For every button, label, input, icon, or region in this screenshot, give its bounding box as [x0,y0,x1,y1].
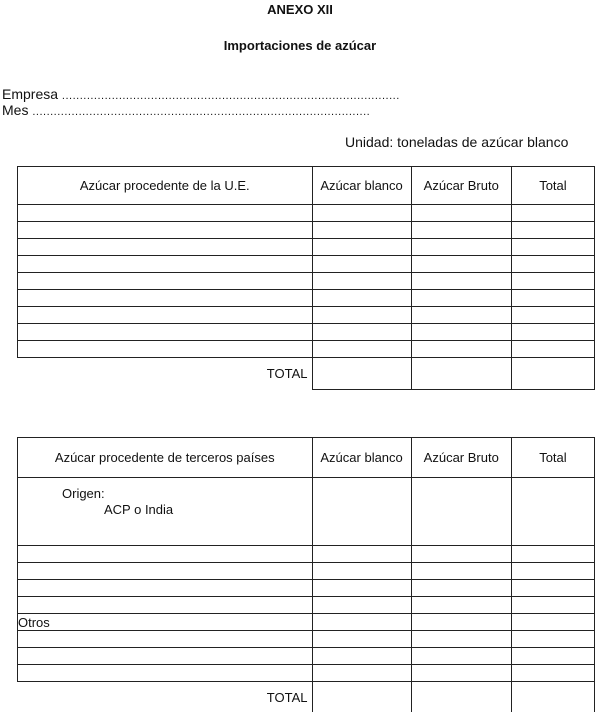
empresa-label: Empresa [2,86,59,102]
eu-sugar-table [17,166,595,390]
origin-cell[interactable] [18,478,313,546]
table-cell[interactable] [411,239,511,256]
table-cell[interactable] [312,665,411,682]
table-cell[interactable] [411,205,511,222]
total-cell[interactable] [411,682,511,712]
table-row [18,580,595,597]
table-cell[interactable] [411,222,511,239]
table-cell[interactable] [411,307,511,324]
annex-number: ANEXO XII [267,2,333,17]
table-cell[interactable] [312,597,411,614]
table-cell[interactable] [18,648,313,665]
table-cell[interactable] [511,665,594,682]
table-cell[interactable] [411,563,511,580]
table-cell[interactable] [411,648,511,665]
table-cell[interactable] [411,478,511,546]
table-cell[interactable] [18,307,313,324]
table-cell[interactable] [18,205,313,222]
table-cell[interactable] [312,205,411,222]
table-row [18,222,595,239]
table-row [18,648,595,665]
table-cell[interactable] [18,324,313,341]
table-cell[interactable] [511,273,594,290]
table-cell[interactable] [511,546,594,563]
table-cell[interactable] [18,580,313,597]
header-raw-sugar: Azúcar Bruto [411,438,511,478]
table-cell[interactable] [312,563,411,580]
table-cell[interactable] [411,256,511,273]
table-header-row [18,438,595,478]
table-row [18,273,595,290]
table-cell[interactable] [18,273,313,290]
total-label: TOTAL [18,682,313,712]
table-cell[interactable] [312,648,411,665]
table-cell[interactable] [18,665,313,682]
table-cell[interactable] [18,563,313,580]
table-cell[interactable] [411,546,511,563]
table-row [18,239,595,256]
header-eu-origin: Azúcar procedente de la U.E. [18,167,313,205]
table-row [18,256,595,273]
table-row [18,665,595,682]
table-cell[interactable] [312,631,411,648]
table-cell[interactable] [312,273,411,290]
origin-label: Origen: [62,486,105,501]
mes-label: Mes [2,102,29,118]
table-row [18,597,595,614]
table-cell[interactable] [18,222,313,239]
table-cell[interactable] [511,563,594,580]
third-country-sugar-table [17,437,595,712]
total-row [18,682,595,712]
table-cell[interactable] [411,324,511,341]
header-total: Total [511,167,594,205]
table-cell[interactable] [18,239,313,256]
otros-label[interactable]: Otros [18,614,313,631]
table-cell[interactable] [511,648,594,665]
table-cell[interactable] [312,580,411,597]
table-cell[interactable] [511,307,594,324]
total-cell[interactable] [511,682,594,712]
table-row [18,341,595,358]
total-cell[interactable] [312,682,411,712]
table-cell[interactable] [312,478,411,546]
table-row [18,290,595,307]
header-white-sugar: Azúcar blanco [312,438,411,478]
table-cell[interactable] [18,290,313,307]
table-cell[interactable] [411,665,511,682]
table-cell[interactable] [312,239,411,256]
table-cell[interactable] [411,614,511,631]
header-raw-sugar: Azúcar Bruto [411,167,511,205]
table-cell[interactable] [511,597,594,614]
table-cell[interactable] [411,273,511,290]
table-header-row [18,167,595,205]
table-cell[interactable] [411,290,511,307]
total-row [18,358,595,390]
table-row [18,563,595,580]
table-cell[interactable] [511,239,594,256]
table-cell[interactable] [511,222,594,239]
header-white-sugar: Azúcar blanco [312,167,411,205]
table-cell[interactable] [18,341,313,358]
table-cell[interactable] [511,341,594,358]
header-third-country-origin: Azúcar procedente de terceros países [18,438,313,478]
table-cell[interactable] [18,597,313,614]
total-cell[interactable] [511,358,594,390]
table-cell[interactable] [18,256,313,273]
table-row [18,631,595,648]
table-cell[interactable] [312,222,411,239]
table-cell[interactable] [312,341,411,358]
table-row [18,307,595,324]
table-cell[interactable] [312,614,411,631]
page-title: Importaciones de azúcar [223,38,377,53]
table-row [18,205,595,222]
table-cell[interactable] [511,256,594,273]
table-cell[interactable] [511,290,594,307]
total-label: TOTAL [18,358,313,390]
total-cell[interactable] [411,358,511,390]
table-cell[interactable] [511,614,594,631]
table-cell[interactable] [312,256,411,273]
table-cell[interactable] [312,546,411,563]
table-cell[interactable] [411,341,511,358]
total-cell[interactable] [312,358,411,390]
table-cell[interactable] [312,324,411,341]
acp-india-label: ACP o India [104,502,174,517]
table-cell[interactable] [411,580,511,597]
table-cell[interactable] [511,478,594,546]
table-cell[interactable] [411,631,511,648]
table-cell[interactable] [511,324,594,341]
table-row [18,324,595,341]
table-cell[interactable] [312,290,411,307]
table-row [18,546,595,563]
table-cell[interactable] [18,546,313,563]
empresa-field[interactable] [2,86,400,102]
empresa-dotted-line: ............................................................................................... [61,90,400,102]
mes-dotted-line: ............................................................................................... [32,106,371,118]
table-cell[interactable] [511,205,594,222]
header-total: Total [511,438,594,478]
table-cell[interactable] [411,597,511,614]
mes-field[interactable] [2,102,370,118]
table-cell[interactable] [18,631,313,648]
table-cell[interactable] [312,307,411,324]
unit-note: Unidad: toneladas de azúcar blanco [345,134,569,150]
table-cell[interactable] [511,580,594,597]
origin-row [18,478,595,546]
table-cell[interactable] [511,631,594,648]
otros-row [18,614,595,631]
